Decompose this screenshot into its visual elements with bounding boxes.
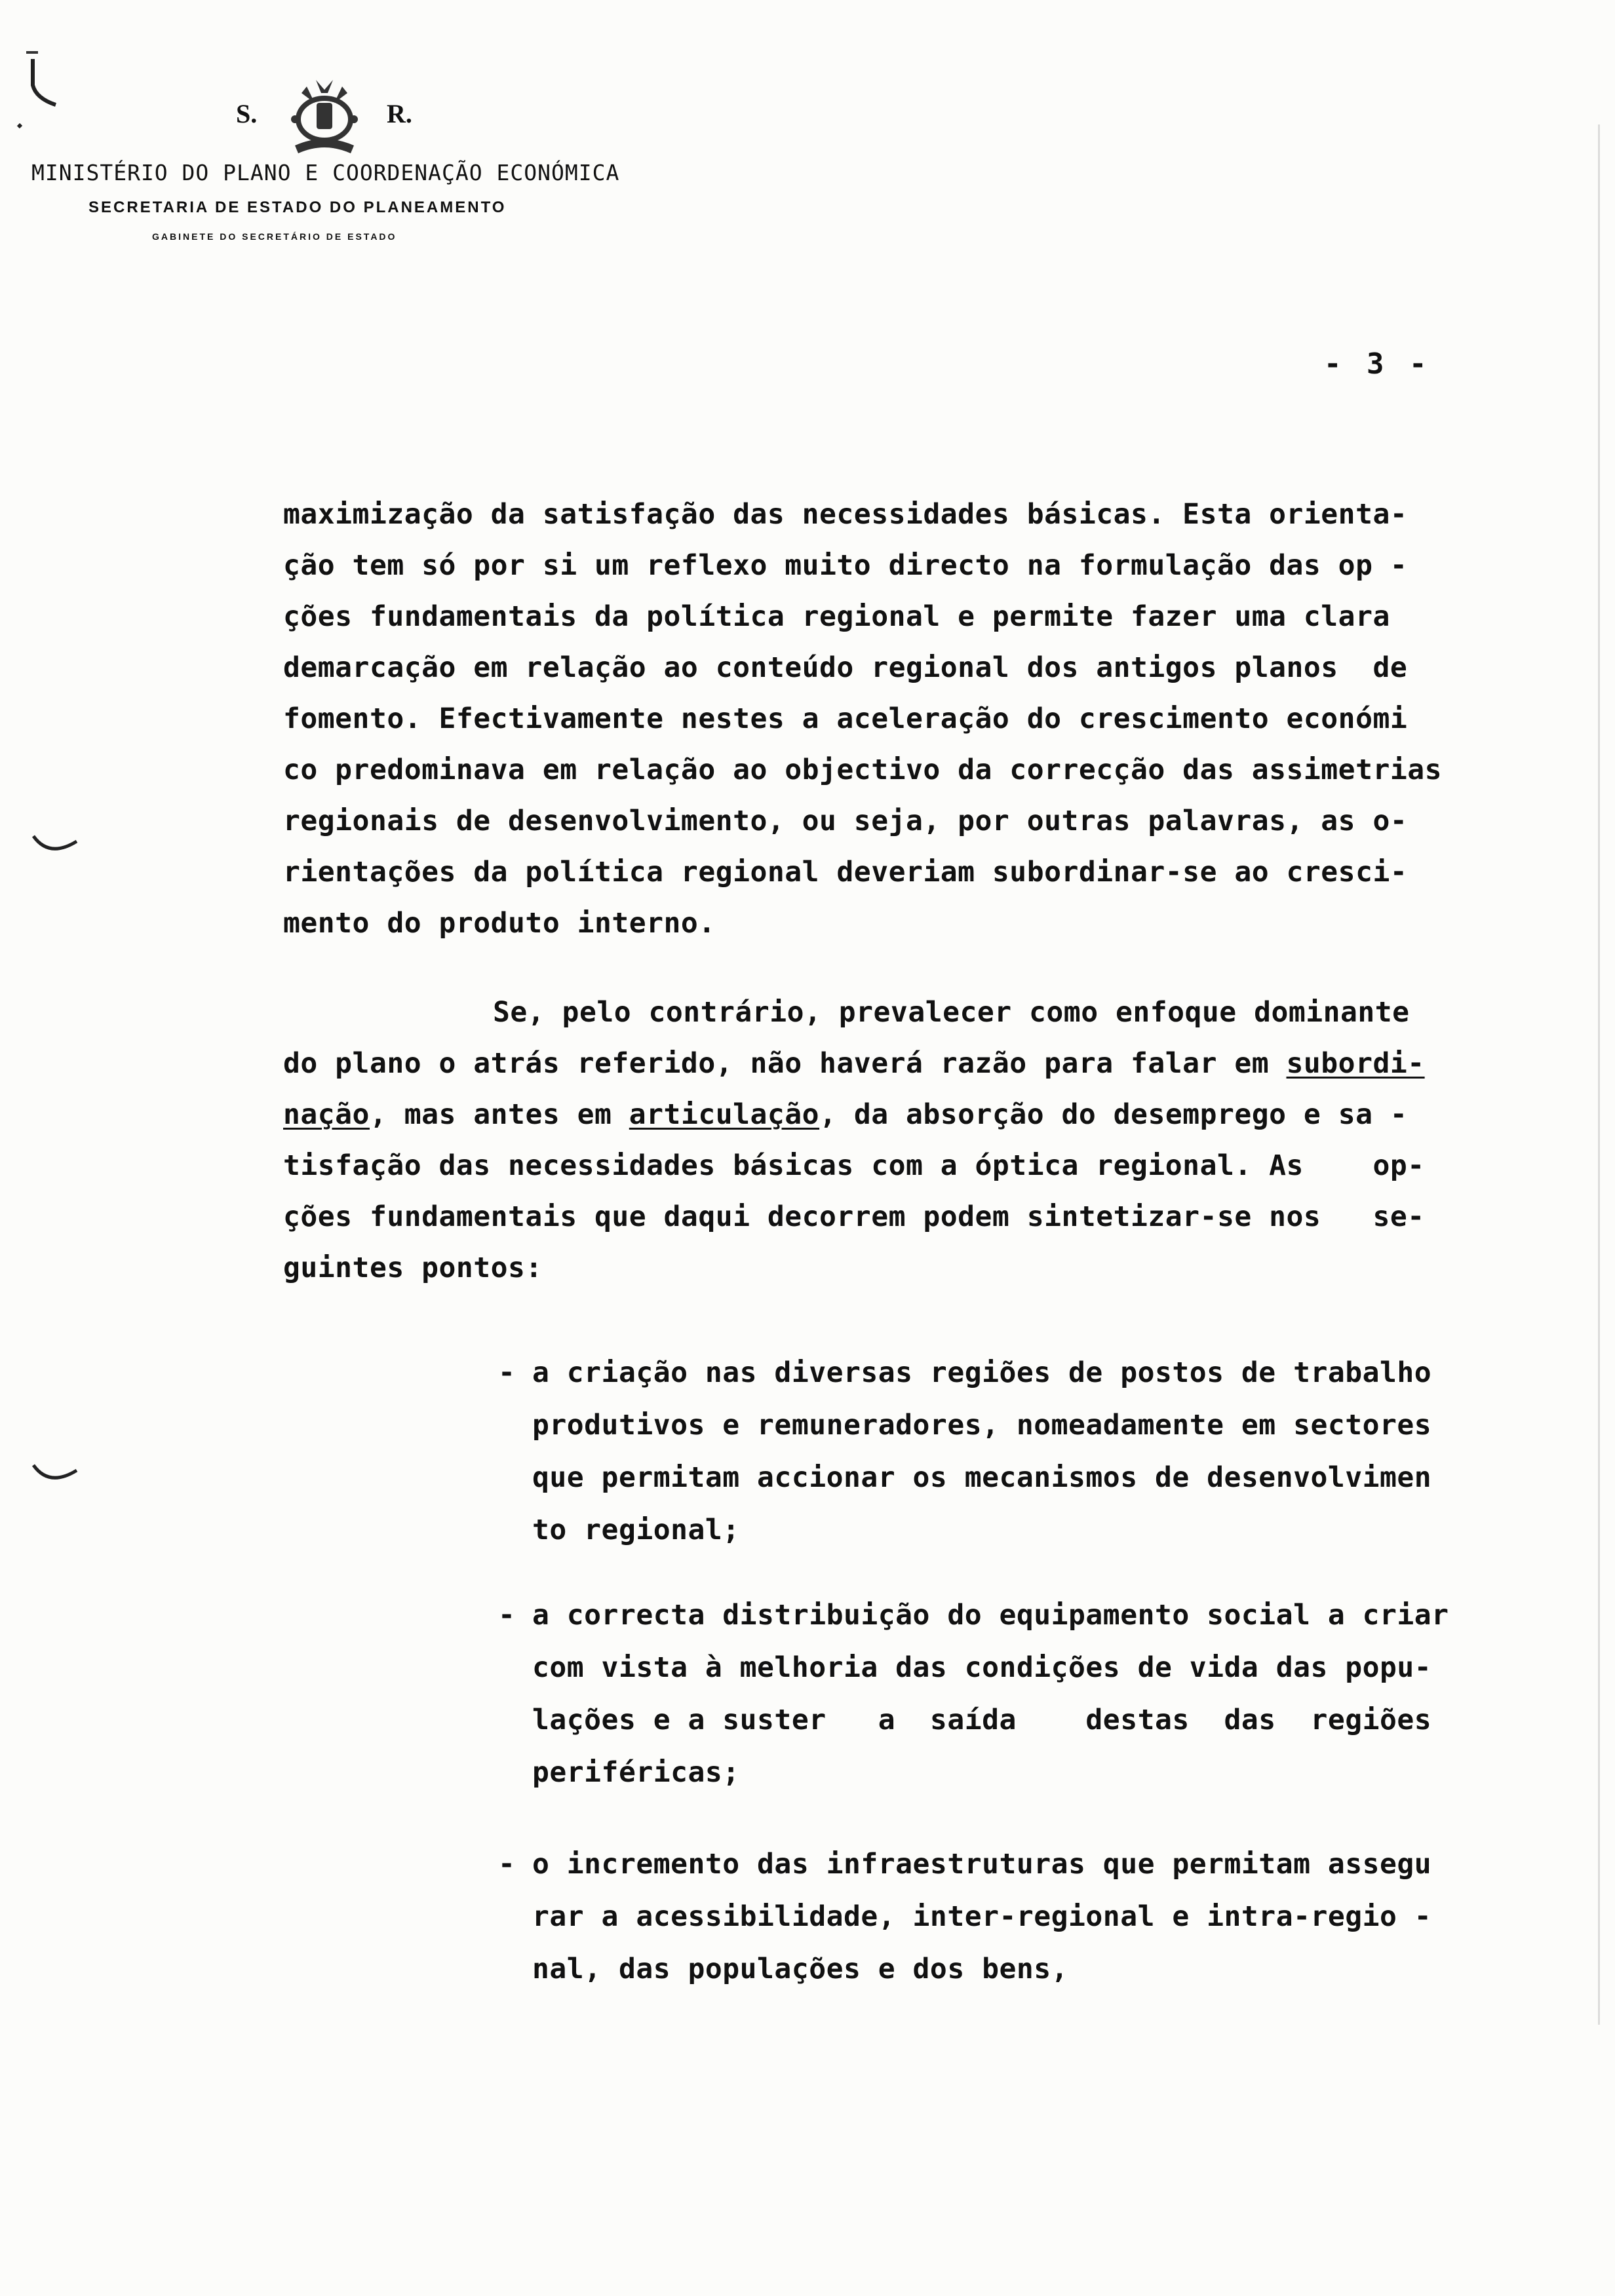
letter-s: S. xyxy=(236,99,258,128)
bullet-marker: - xyxy=(498,1599,516,1632)
corner-staple-mark xyxy=(7,39,59,151)
underlined-word: articulação xyxy=(629,1098,820,1131)
letter-r: R. xyxy=(387,99,412,128)
text-line: mento do produto interno. xyxy=(283,907,716,940)
text-line: a correcta distribuição do equipamento social a criar xyxy=(532,1599,1449,1632)
page-number: - 3 - xyxy=(1324,347,1431,381)
text-span: , mas antes em xyxy=(369,1098,629,1131)
gabinete-name: GABINETE DO SECRETÁRIO DE ESTADO xyxy=(152,231,397,242)
text-line: guintes pontos: xyxy=(283,1252,543,1284)
text-line: periféricas; xyxy=(532,1756,740,1789)
underlined-word: nação xyxy=(283,1098,370,1131)
text-span: , da absorção do desemprego e sa - xyxy=(819,1098,1408,1131)
text-line: lações e a suster a saída destas das regiões xyxy=(532,1704,1432,1736)
text-line: nal, das populações e dos bens, xyxy=(532,1953,1069,1985)
text-line: ções fundamentais que daqui decorrem podem sintetizar-se nos se- xyxy=(283,1200,1425,1233)
coat-of-arms-emblem xyxy=(275,73,374,159)
underlined-word: subordi- xyxy=(1286,1047,1425,1080)
text-line: maximização da satisfação das necessidades básicas. Esta orienta- xyxy=(283,498,1408,531)
scan-edge-line xyxy=(1598,124,1600,2025)
text-line: ções fundamentais da política regional e permite fazer uma clara xyxy=(283,600,1390,633)
text-line: a criação nas diversas regiões de postos de trabalho xyxy=(532,1356,1432,1389)
text-line: regionais de desenvolvimento, ou seja, por outras palavras, as o- xyxy=(283,805,1408,837)
text-line: co predominava em relação ao objectivo da correcção das assimetrias xyxy=(283,754,1443,786)
text-line: to regional; xyxy=(532,1514,740,1546)
text-line: Se, pelo contrário, prevalecer como enfoque dominante xyxy=(493,996,1410,1029)
text-line: fomento. Efectivamente nestes a aceleração do crescimento económi xyxy=(283,702,1408,735)
text-line: rar a acessibilidade, inter-regional e intra-regio - xyxy=(532,1900,1432,1933)
text-line xyxy=(283,1098,1407,1131)
text-line: ção tem só por si um reflexo muito directo na formulação das op - xyxy=(283,549,1408,582)
text-line: tisfação das necessidades básicas com a óptica regional. As op- xyxy=(283,1149,1425,1182)
text-span: do plano o atrás referido, não haverá razão para falar em xyxy=(283,1047,1287,1080)
ministry-name: MINISTÉRIO DO PLANO E COORDENAÇÃO ECONÓMICA xyxy=(31,160,620,185)
text-line: que permitam accionar os mecanismos de desenvolvimen xyxy=(532,1461,1432,1494)
text-line xyxy=(283,1047,1425,1080)
text-line: demarcação em relação ao conteúdo regional dos antigos planos de xyxy=(283,651,1408,684)
secretaria-name: SECRETARIA DE ESTADO DO PLANEAMENTO xyxy=(88,199,507,216)
bullet-marker: - xyxy=(498,1848,516,1881)
text-line: produtivos e remuneradores, nomeadamente em sectores xyxy=(532,1409,1432,1442)
bullet-marker: - xyxy=(498,1356,516,1389)
binder-hole-mark xyxy=(29,1461,82,1494)
text-line: rientações da política regional deveriam subordinar-se ao cresci- xyxy=(283,856,1408,889)
text-line: com vista à melhoria das condições de vida das popu- xyxy=(532,1651,1432,1684)
text-line: o incremento das infraestruturas que permitam assegu xyxy=(532,1848,1432,1881)
binder-hole-mark xyxy=(29,832,82,865)
